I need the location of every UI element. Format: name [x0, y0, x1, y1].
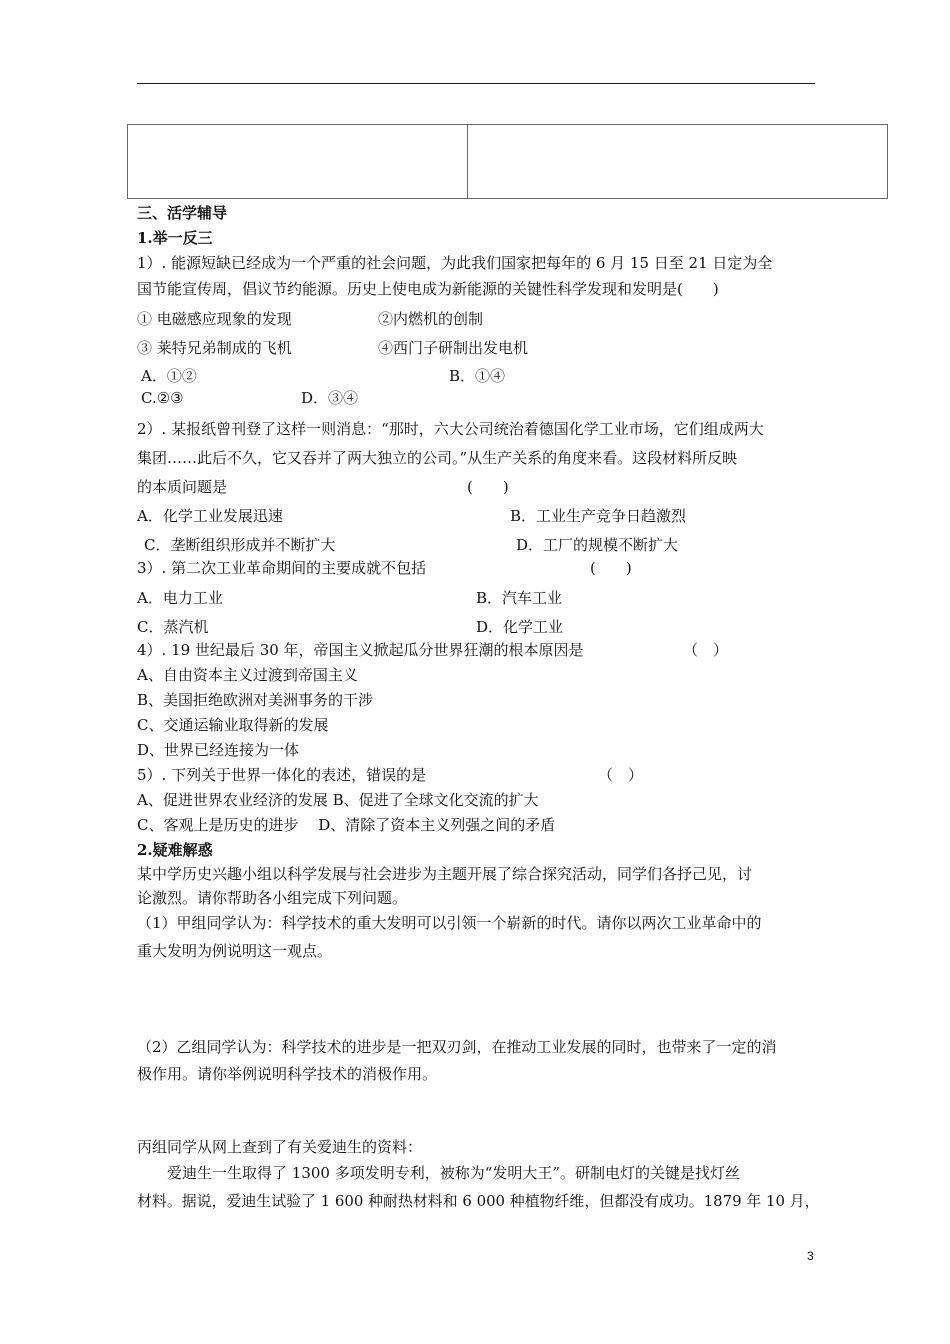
q2-option-d: D．工厂的规模不断扩大 — [516, 536, 679, 554]
q4-answer-paren: （ ） — [683, 641, 729, 659]
section-title: 三、活学辅导 — [137, 204, 228, 222]
q1-option-a: A．①② — [141, 367, 197, 385]
q3-option-a: A．电力工业 — [137, 589, 223, 607]
q2-option-b: B．工业生产竞争日趋激烈 — [510, 507, 687, 525]
part1-line-1: （1）甲组同学认为：科学技术的重大发明可以引领一个崭新的时代。请你以两次工业革命中的 — [137, 914, 762, 932]
q3-option-d: D．化学工业 — [476, 618, 564, 636]
q3-answer-paren: ( ) — [590, 559, 632, 577]
q2-line-2: 集团……此后不久，它又吞并了两大独立的公司。”从生产关系的角度来看。这段材料所反映 — [137, 449, 738, 467]
part3-line-2: 爱迪生一生取得了 1300 多项发明专利，被称为“发明大王”。研制电灯的关键是找灯丝 — [137, 1164, 741, 1182]
q1-option-c: C.②③ — [141, 389, 184, 407]
q4-line-1: 4）. 19 世纪最后 30 年，帝国主义掀起瓜分世界狂潮的根本原因是 — [137, 641, 584, 659]
part2-line-1: （2）乙组同学认为：科学技术的进步是一把双刃剑，在推动工业发展的同时，也带来了一定的消 — [137, 1038, 777, 1056]
q3-option-c: C．蒸汽机 — [137, 618, 209, 636]
q2-answer-paren: ( ) — [467, 478, 509, 496]
q2-line-1: 2）. 某报纸曾刊登了这样一则消息：“那时，六大公司统治着德国化学工业市场，它们组成两大 — [137, 420, 764, 438]
q1-option-d: D．③④ — [301, 389, 359, 407]
q5-options-ab: A、促进世界农业经济的发展 B、促进了全球文化交流的扩大 — [137, 791, 539, 809]
header-rule — [137, 83, 815, 84]
q4-option-c: C、交通运输业取得新的发展 — [137, 716, 329, 734]
q2-line-3: 的本质问题是 — [137, 478, 228, 496]
q4-option-d: D、世界已经连接为一体 — [137, 741, 300, 759]
intro-line-2: 论激烈。请你帮助各小组完成下列问题。 — [137, 889, 408, 907]
intro-line-1: 某中学历史兴趣小组以科学发展与社会进步为主题开展了综合探究活动，同学们各抒己见，讨 — [137, 865, 753, 883]
q2-option-c: C．垄断组织形成并不断扩大 — [144, 536, 336, 554]
part3-line-3: 材料。据说，爱迪生试验了 1 600 种耐热材料和 6 000 种植物纤维，但都没有成功。1879 年 10 月， — [137, 1192, 820, 1210]
q1-line-1: 1）. 能源短缺已经成为一个严重的社会问题，为此我们国家把每年的 6 月 15 日至 21 日定为全 — [137, 254, 773, 272]
q3-option-b: B．汽车工业 — [476, 589, 563, 607]
q4-option-a: A、自由资本主义过渡到帝国主义 — [137, 666, 358, 684]
q5-options-cd: C、客观上是历史的进步 D、清除了资本主义列强之间的矛盾 — [137, 816, 556, 834]
q1-item-4: ④西门子研制出发电机 — [378, 339, 529, 357]
q5-answer-paren: （ ） — [598, 766, 644, 784]
q4-option-b: B、美国拒绝欧洲对美洲事务的干涉 — [137, 691, 374, 709]
subsection-title-2: 2.疑难解惑 — [137, 841, 213, 859]
part1-line-2: 重大发明为例说明这一观点。 — [137, 942, 333, 960]
q1-item-3: ③ 莱特兄弟制成的飞机 — [137, 339, 292, 357]
q1-item-1: ① 电磁感应现象的发现 — [137, 310, 292, 328]
q1-option-b: B．①④ — [449, 367, 506, 385]
part3-line-1: 丙组同学从网上查到了有关爱迪生的资料： — [137, 1138, 423, 1156]
part2-line-2: 极作用。请你举例说明科学技术的消极作用。 — [137, 1065, 438, 1083]
answer-table — [127, 124, 888, 199]
q3-line-1: 3）. 第二次工业革命期间的主要成就不包括 — [137, 559, 427, 577]
table-divider — [467, 125, 468, 198]
q1-item-2: ②内燃机的创制 — [378, 310, 484, 328]
subsection-title-1: 1.举一反三 — [137, 229, 213, 247]
q2-option-a: A．化学工业发展迅速 — [137, 507, 283, 525]
q1-line-2: 国节能宣传周，倡议节约能源。历史上使电成为新能源的关键性科学发现和发明是( ) — [137, 280, 719, 298]
page-number: 3 — [807, 1249, 814, 1263]
q5-line-1: 5）. 下列关于世界一体化的表述，错误的是 — [137, 766, 427, 784]
